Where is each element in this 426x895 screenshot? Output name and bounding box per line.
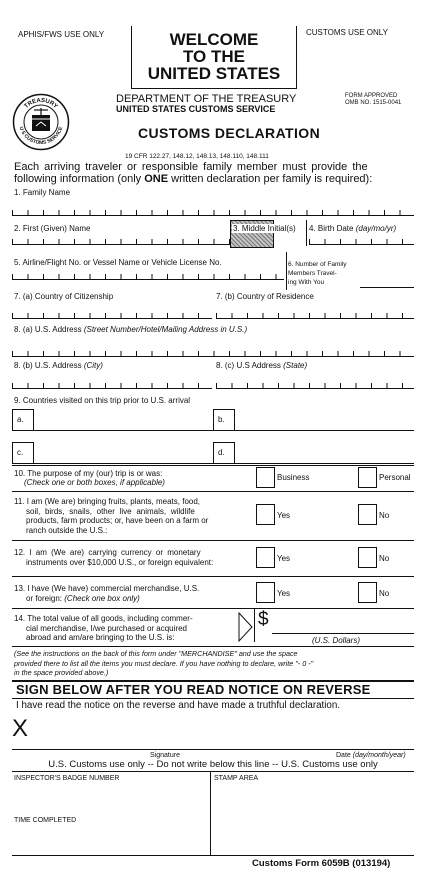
personal-label: Personal (379, 473, 411, 482)
header-bottom-rule (131, 88, 297, 89)
personal-checkbox[interactable] (358, 467, 377, 488)
q13-no-label: No (379, 589, 390, 598)
q12-line-1: 12. I am (We are) carrying currency or monetary (14, 548, 201, 557)
q13-line-1: 13. I have (We have) commercial merchandise, U.S. (14, 584, 200, 593)
customs-use-separator: U.S. Customs use only -- Do not write below this line -- U.S. Customs use only (48, 759, 378, 770)
q11-yes-label: Yes (277, 511, 291, 520)
sign-x-mark: X (12, 715, 29, 742)
total-value-field[interactable] (272, 633, 414, 634)
state-label-text: 8. (c) U.S Address (216, 361, 284, 370)
intro-line-2a: following information (only (14, 173, 145, 185)
cfr-citation: 19 CFR 122.27, 148.12, 148.13, 148.110, 148.111 (125, 153, 269, 160)
service-name: UNITED STATES CUSTOMS SERVICE (116, 104, 276, 114)
street-address-label (14, 325, 247, 334)
seal-bottom-text: U S CUSTOMS SERVICE (17, 126, 65, 147)
signature-field[interactable] (12, 749, 414, 750)
q12-text (14, 548, 213, 567)
q12-line-2: instruments over $10,000 U.S., or foreign equivalent: (26, 557, 214, 567)
country-a-field[interactable] (33, 430, 213, 431)
q11-line-2: soil, birds, snails, other live animals, wildlife (26, 506, 195, 516)
q10-line-2: (Check one or both boxes, if applicable) (24, 478, 165, 487)
birth-date-field[interactable] (309, 239, 414, 245)
countries-label: 9. Countries visited on this trip prior to U.S. arrival (14, 396, 191, 405)
form-title: CUSTOMS DECLARATION (138, 125, 321, 141)
customs-use-label: CUSTOMS USE ONLY (306, 28, 388, 37)
q11-no-label: No (379, 511, 390, 520)
q12-no-checkbox[interactable] (358, 547, 377, 568)
country-a-letter: a. (17, 415, 24, 424)
country-a-box (12, 409, 34, 431)
city-label-text: 8. (b) U.S. Address (14, 361, 84, 370)
country-b-field[interactable] (234, 430, 414, 431)
note-line-3: in the space provided above.) (14, 668, 109, 677)
state-hint: (State) (283, 361, 308, 370)
welcome-line-1: WELCOME (169, 30, 259, 49)
country-b-letter: b. (218, 415, 225, 424)
country-d-field[interactable] (234, 463, 414, 464)
street-address-field[interactable] (12, 351, 414, 357)
time-completed-label: TIME COMPLETED (14, 817, 77, 824)
flight-field[interactable] (12, 274, 284, 280)
q10-line-1: 10. The purpose of my (our) trip is or was: (14, 469, 163, 478)
welcome-line-3: UNITED STATES (147, 64, 281, 83)
family-members-label-2: Members Travel- (288, 270, 337, 277)
q13-text (14, 584, 199, 603)
state-field[interactable] (216, 383, 414, 389)
welcome-banner (132, 31, 296, 82)
q13-line-2a: or foreign: (26, 593, 65, 603)
country-c-field[interactable] (33, 463, 213, 464)
family-name-field[interactable] (12, 210, 414, 216)
note-line-2: provided there to list all the items you must declare. If you have nothing to declare, write "- 0 -" (14, 658, 314, 668)
intro-line-2 (14, 173, 372, 186)
sign-heading: SIGN BELOW AFTER YOU READ NOTICE ON REVERSE (16, 682, 371, 697)
time-completed-field[interactable] (12, 826, 209, 854)
family-members-label-3: ing With You (288, 279, 325, 286)
dept-name: DEPARTMENT OF THE TREASURY (116, 93, 297, 105)
q14-rule (12, 646, 414, 647)
sign-heading-rule (12, 698, 414, 699)
q13-line-2b: (Check one box only) (64, 593, 140, 603)
family-members-label-1: 6. Number of Family (288, 261, 347, 268)
city-label (14, 361, 103, 370)
omb-number: OMB NO. 1515-0041 (345, 100, 402, 106)
official-bottom-rule (12, 855, 414, 856)
q14-line-1: 14. The total value of all goods, including commer- (14, 614, 193, 623)
q11-no-checkbox[interactable] (358, 504, 377, 525)
q10-rule (12, 491, 414, 492)
note-line-1: (See the instructions on the back of this form under "MERCHANDISE" and use the space (14, 649, 298, 658)
treasury-seal-icon (12, 93, 70, 151)
family-members-divider (286, 252, 287, 290)
q12-yes-checkbox[interactable] (256, 547, 275, 568)
first-name-label: 2. First (Given) Name (14, 224, 91, 233)
badge-number-label: INSPECTOR'S BADGE NUMBER (14, 775, 120, 782)
street-address-hint: (Street Number/Hotel/Mailing Address in U.S.) (83, 325, 248, 334)
q14-text (14, 614, 193, 643)
residence-label: 7. (b) Country of Residence (216, 292, 314, 301)
q13-yes-label: Yes (277, 589, 291, 598)
q14-line-3: abroad and am/are bringing to the U.S. is: (26, 633, 175, 642)
q11-line-1: 11. I am (We are) bringing fruits, plants, meats, food, (14, 497, 201, 506)
questions-top-rule (12, 465, 414, 466)
sign-statement: I have read the notice on the reverse and have made a truthful declaration. (16, 700, 341, 711)
q13-no-checkbox[interactable] (358, 582, 377, 603)
stamp-area-label: STAMP AREA (214, 775, 259, 782)
signature-label: Signature (150, 752, 180, 759)
intro-one-emphasis: ONE (144, 173, 169, 185)
merchandise-note (14, 649, 313, 678)
q12-yes-label: Yes (277, 554, 291, 563)
q11-yes-checkbox[interactable] (256, 504, 275, 525)
official-top-rule (12, 771, 414, 772)
street-address-label-text: 8. (a) U.S. Address (14, 325, 84, 334)
intro-line-2c: written declaration per family is required): (168, 173, 373, 185)
us-dollars-label: (U.S. Dollars) (312, 636, 361, 645)
birth-date-label (309, 224, 396, 233)
welcome-line-2: TO THE (182, 47, 246, 66)
country-c-box (12, 442, 34, 464)
city-hint: (City) (83, 361, 103, 370)
birth-date-label-text: 4. Birth Date (309, 224, 354, 233)
family-name-label: 1. Family Name (14, 188, 71, 197)
intro-line-1: Each arriving traveler or responsible family member must provide the (14, 161, 368, 173)
business-label: Business (277, 473, 310, 482)
residence-field[interactable] (216, 313, 414, 319)
country-c-letter: c. (17, 448, 24, 457)
badge-number-field[interactable] (12, 784, 209, 812)
first-name-field[interactable] (12, 239, 230, 245)
citizenship-field[interactable] (12, 313, 212, 319)
arrow-right-icon (238, 612, 254, 642)
city-field[interactable] (12, 383, 212, 389)
seal-top-text: TREASURY (23, 97, 59, 110)
q12-no-label: No (379, 554, 390, 563)
state-label (216, 361, 307, 370)
stamp-area-field (211, 784, 413, 854)
form-number: Customs Form 6059B (013194) (252, 858, 391, 869)
q11-rule (12, 540, 414, 541)
form-approved: FORM APPROVED (345, 93, 398, 99)
family-members-field[interactable] (360, 287, 414, 288)
country-d-letter: d. (218, 448, 225, 457)
business-checkbox[interactable] (256, 467, 275, 488)
aphis-use-label: APHIS/FWS USE ONLY (18, 30, 105, 39)
birth-date-format: (day/mo/yr) (355, 224, 397, 233)
q13-yes-checkbox[interactable] (256, 582, 275, 603)
dollar-sign: $ (258, 609, 269, 630)
q11-text (14, 497, 208, 535)
q11-line-3: products, farm products; or, have been on a farm or (26, 516, 209, 525)
q13-rule (12, 608, 414, 609)
flight-label: 5. Airline/Flight No. or Vessel Name or Vehicle License No. (14, 258, 222, 267)
date-format: (day/month/year) (352, 752, 406, 759)
q11-line-4: ranch outside the U.S.: (26, 525, 108, 535)
q12-rule (12, 576, 414, 577)
date-label-text: Date (336, 752, 353, 759)
middle-initial-label: 3. Middle Initial(s) (233, 224, 296, 233)
birth-date-divider (306, 220, 307, 246)
country-d-box (213, 442, 235, 464)
citizenship-label: 7. (a) Country of Citizenship (14, 292, 114, 301)
value-divider (254, 608, 255, 642)
header-right-divider (296, 26, 297, 88)
family-members-label (288, 260, 347, 287)
q14-line-2: cial merchandise, I/we purchased or acquired (26, 623, 187, 633)
country-b-box (213, 409, 235, 431)
